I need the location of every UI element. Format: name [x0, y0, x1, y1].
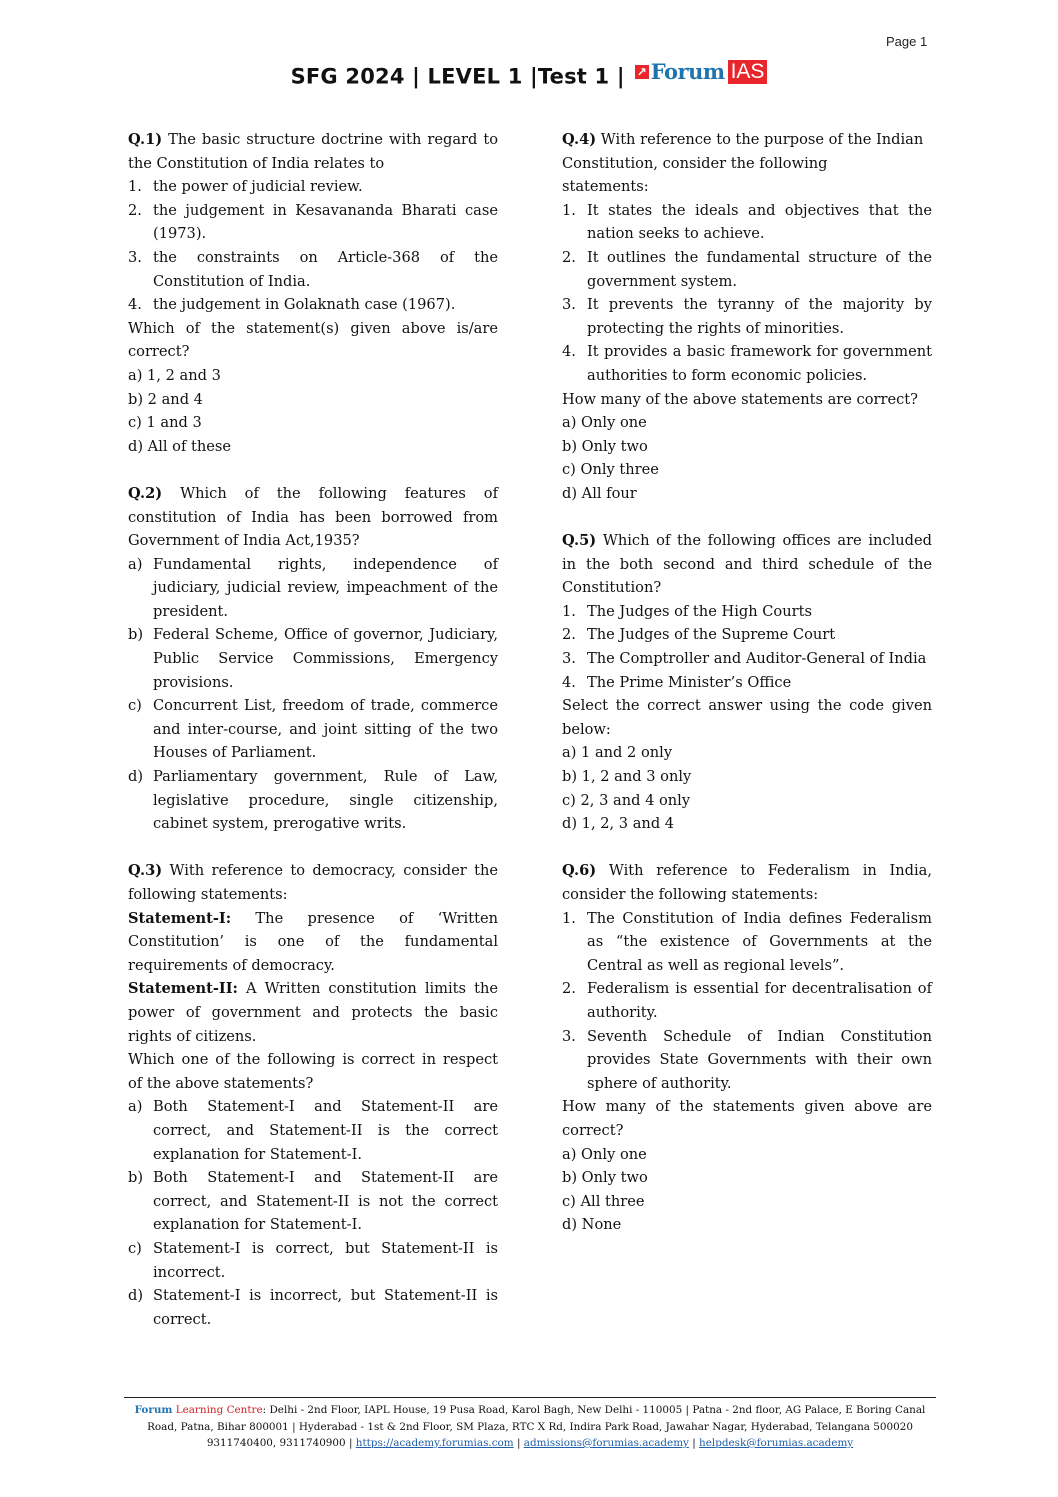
item-marker: 4. [562, 673, 576, 691]
answer-option: a) Only one [562, 1145, 647, 1163]
statement-item [562, 246, 932, 293]
question-prompt: Which one of the following is correct in respect of the above statements? [128, 1051, 498, 1092]
item-marker: a) [128, 555, 143, 573]
item-marker: d) [128, 1287, 144, 1305]
item-marker: 1. [128, 178, 142, 196]
separator: | [513, 1437, 524, 1449]
answer-option [128, 553, 498, 624]
item-text: Fundamental rights, independence of judiciary, judicial review, impeachment of the president. [153, 555, 498, 620]
footer-brand-forum: Forum [134, 1404, 173, 1416]
statement-item [128, 246, 498, 293]
footer-brand-learning-centre: Learning Centre [172, 1404, 263, 1416]
statement-item [562, 1025, 932, 1096]
item-text: It provides a basic framework for government authorities to form economic policies. [587, 343, 932, 384]
statement-item [562, 600, 932, 624]
separator: | [688, 1437, 700, 1449]
page-footer [124, 1397, 936, 1452]
question-number: Q.5) [562, 532, 597, 550]
statement-label: Statement-II: [128, 980, 238, 998]
question-number: Q.2) [128, 484, 163, 502]
item-text: Statement-I is incorrect, but Statement-II is correct. [153, 1287, 498, 1328]
question-text-line: Constitution, consider the following [562, 154, 828, 172]
item-marker: 3. [562, 650, 576, 668]
question-3 [128, 859, 498, 1331]
statement-1 [128, 907, 498, 978]
statement-label: Statement-I: [128, 909, 232, 927]
question-4 [562, 128, 932, 506]
statement-item [128, 293, 498, 317]
question-prompt: How many of the above statements are correct? [562, 390, 918, 408]
question-number: Q.1) [128, 131, 163, 148]
helpdesk-email-link[interactable]: helpdesk@forumias.academy [699, 1437, 854, 1449]
item-text: Federalism is essential for decentralisation of authority. [587, 980, 932, 1021]
item-text: It states the ideals and objectives that the nation seeks to achieve. [587, 201, 932, 243]
item-marker: d) [128, 768, 144, 786]
logo-ias-text: IAS [728, 60, 768, 84]
item-marker: a) [128, 1098, 143, 1116]
item-marker: 1. [562, 201, 576, 219]
item-text: The Constitution of India defines Federalism as “the existence of Governments at the Central as well as regional levels”. [587, 909, 932, 974]
answer-option: d) 1, 2, 3 and 4 [562, 815, 675, 833]
item-marker: 2. [562, 248, 576, 266]
answer-option: b) 1, 2 and 3 only [562, 768, 692, 786]
answer-option [128, 1095, 498, 1166]
question-2 [128, 482, 498, 836]
answer-option: b) Only two [562, 1169, 648, 1187]
item-text: Both Statement-I and Statement-II are correct, and Statement-II is the correct explanation for Statement-I. [153, 1098, 498, 1163]
question-1 [128, 128, 498, 458]
answer-option [128, 765, 498, 836]
statement-item [562, 671, 932, 695]
admissions-email-link[interactable]: admissions@forumias.academy [523, 1437, 689, 1449]
answer-option: a) Only one [562, 414, 647, 432]
question-text: With reference to the purpose of the Indian [596, 131, 924, 148]
question-stem [562, 529, 932, 600]
question-6 [562, 859, 932, 1237]
statement-item [562, 623, 932, 647]
statement-text: The presence of ‘Written Constitution’ is one of the fundamental requirements of democracy. [128, 909, 498, 974]
answer-option [128, 1166, 498, 1237]
item-marker: 3. [562, 1027, 576, 1045]
question-stem [128, 128, 498, 175]
question-prompt: Select the correct answer using the code given below: [562, 697, 932, 738]
statement-item [562, 647, 932, 671]
answer-option: c) Only three [562, 461, 659, 479]
item-marker: c) [128, 697, 142, 715]
question-number: Q.3) [128, 862, 163, 880]
item-text: It outlines the fundamental structure of the government system. [587, 248, 932, 290]
answer-option: d) All four [562, 484, 637, 502]
statement-item [562, 293, 932, 340]
right-column [562, 128, 932, 1261]
item-text: Seventh Schedule of Indian Constitution provides State Governments with their own sphere of authority. [587, 1027, 932, 1092]
footer-address-line-2: Road, Patna, Bihar 800001 | Hyderabad - 1st & 2nd Floor, SM Plaza, RTC X Rd, Indira Park Road, Jawahar Nagar, Hyderabad, Telangana 500020 [147, 1420, 913, 1433]
item-text: the power of judicial review. [153, 178, 363, 196]
footer-phones: 9311740400, 9311740900 [206, 1437, 346, 1449]
answer-option: b) 2 and 4 [128, 390, 203, 408]
answer-option [128, 1237, 498, 1284]
item-text: It prevents the tyranny of the majority by protecting the rights of minorities. [587, 296, 932, 337]
document-header [0, 59, 1058, 89]
question-prompt: How many of the statements given above are correct? [562, 1098, 932, 1139]
question-number: Q.6) [562, 862, 597, 880]
question-stem [128, 482, 498, 553]
item-marker: 1. [562, 602, 576, 620]
footer-colon: : [262, 1404, 270, 1416]
item-marker: 4. [562, 343, 576, 361]
item-text: Federal Scheme, Office of governor, Judiciary, Public Service Commissions, Emergency provisions. [153, 626, 498, 691]
answer-option [128, 694, 498, 765]
item-marker: 3. [128, 248, 142, 266]
statement-item [128, 175, 498, 199]
question-text: Which of the following features of constitution of India has been borrowed from Government of India Act,1935? [128, 484, 498, 550]
statement-item [128, 199, 498, 246]
test-title: SFG 2024 | LEVEL 1 |Test 1 | [290, 64, 625, 89]
statement-item [562, 907, 932, 978]
item-marker: b) [128, 626, 144, 644]
item-text: Both Statement-I and Statement-II are correct, and Statement-II is not the correct explanation for Statement-I. [153, 1169, 498, 1234]
statement-2 [128, 977, 498, 1048]
answer-option: b) Only two [562, 437, 648, 455]
item-marker: 1. [562, 909, 576, 927]
item-text: Parliamentary government, Rule of Law, legislative procedure, single citizenship, cabinet system, prerogative writs. [153, 768, 498, 833]
question-text: With reference to democracy, consider the following statements: [128, 862, 498, 903]
answer-option: d) None [562, 1216, 622, 1234]
page-number: Page 1 [886, 34, 928, 49]
item-text: Statement-I is correct, but Statement-II is incorrect. [153, 1239, 498, 1281]
question-text: With reference to Federalism in India, consider the following statements: [562, 862, 932, 903]
website-link[interactable]: https://academy.forumias.com [355, 1437, 514, 1449]
question-number: Q.4) [562, 131, 597, 148]
item-text: Concurrent List, freedom of trade, commerce and inter-course, and joint sitting of the two Houses of Parliament. [153, 697, 498, 762]
separator: | [345, 1437, 356, 1449]
item-text: The Judges of the High Courts [587, 602, 812, 620]
question-stem [562, 128, 932, 152]
answer-option: c) All three [562, 1192, 645, 1210]
answer-option [128, 1284, 498, 1331]
question-prompt: Which of the statement(s) given above is/are correct? [128, 319, 498, 361]
item-marker: 2. [562, 980, 576, 998]
statement-item [562, 977, 932, 1024]
answer-option: a) 1, 2 and 3 [128, 366, 221, 384]
item-text: The Comptroller and Auditor-General of India [587, 650, 927, 668]
item-text: The Prime Minister’s Office [587, 673, 792, 691]
item-marker: c) [128, 1239, 142, 1257]
logo-forum-text: Forum [650, 59, 725, 84]
question-text: The basic structure doctrine with regard to the Constitution of India relates to [128, 131, 498, 172]
arrow-up-right-icon: ↗ [636, 64, 647, 79]
question-stem [128, 859, 498, 906]
question-text: Which of the following offices are included in the both second and third schedule of the Constitution? [562, 532, 932, 597]
item-marker: b) [128, 1169, 144, 1187]
question-5 [562, 529, 932, 836]
item-marker: 4. [128, 296, 142, 314]
forumias-logo [635, 59, 768, 84]
left-column [128, 128, 498, 1355]
footer-address-text: Delhi - 2nd Floor, IAPL House, 19 Pusa Road, Karol Bagh, New Delhi - 110005 | Patna - 2nd floor, AG Palace, E Boring Canal [269, 1404, 926, 1416]
item-marker: 3. [562, 296, 576, 314]
statement-item [562, 199, 932, 246]
footer-contact-line [124, 1435, 936, 1452]
answer-option: c) 1 and 3 [128, 414, 202, 432]
question-text-line: statements: [562, 178, 649, 196]
answer-option [128, 623, 498, 694]
item-text: the judgement in Golaknath case (1967). [153, 296, 456, 314]
item-marker: 2. [128, 201, 142, 219]
statement-item [562, 340, 932, 387]
item-text: the constraints on Article-368 of the Constitution of India. [153, 248, 498, 290]
footer-address-line-1 [124, 1402, 936, 1419]
answer-option: d) All of these [128, 437, 232, 455]
item-marker: 2. [562, 626, 576, 644]
question-stem [562, 859, 932, 906]
item-text: the judgement in Kesavananda Bharati case (1973). [153, 201, 498, 243]
answer-option: c) 2, 3 and 4 only [562, 791, 691, 809]
item-text: The Judges of the Supreme Court [587, 626, 836, 644]
answer-option: a) 1 and 2 only [562, 744, 673, 762]
statement-text: A Written constitution limits the power of government and protects the basic rights of citizens. [128, 980, 498, 1045]
